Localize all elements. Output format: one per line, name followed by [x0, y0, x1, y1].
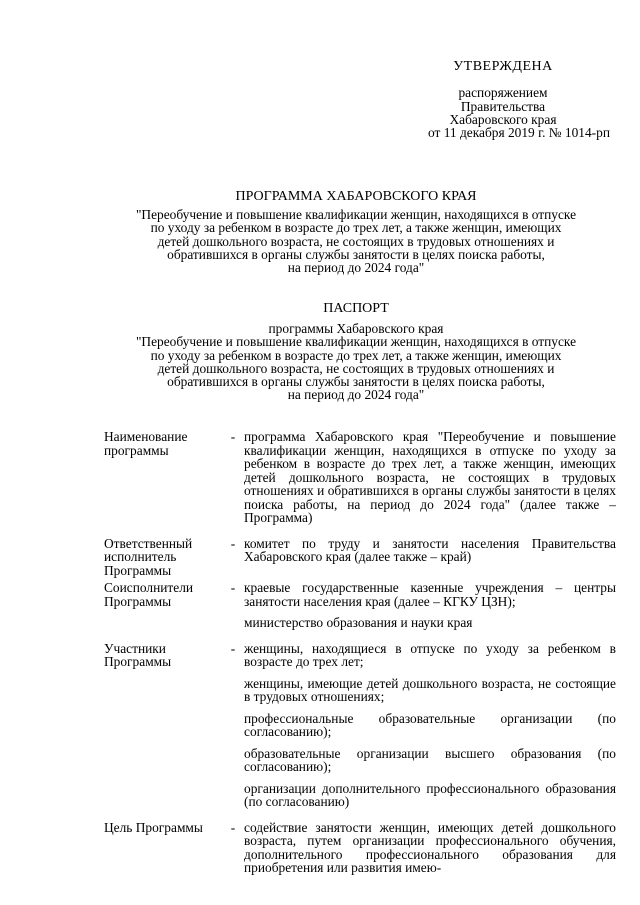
row-value-paragraph: организации дополнительного профессионального образования (по согласованию) [244, 780, 616, 809]
row-label: Соисполнители Программы [104, 580, 194, 609]
passport-row-participants [104, 642, 616, 821]
passport-subtitle-line: "Переобучение и повышение квалификации женщин, находящихся в отпуске [135, 334, 577, 350]
row-label: Участники Программы [104, 640, 172, 669]
passport-row-coexecutors [104, 581, 616, 642]
program-subtitle-line: по уходу за ребенком в возрасте до трех лет, а также женщин, имеющих [150, 220, 562, 236]
row-value-paragraph: женщины, имеющие детей дошкольного возраста, не состоящие в трудовых отношениях; [244, 675, 616, 704]
row-dash: - [230, 535, 236, 551]
approval-stamp [396, 59, 610, 140]
row-label: Цель Программы [104, 819, 203, 835]
passport-subtitle-line: по уходу за ребенком в возрасте до трех лет, а также женщин, имеющих [150, 347, 562, 363]
row-value-paragraph: министерство образования и науки края [244, 615, 473, 630]
approval-date: от 11 декабря 2019 г. № 1014-рп [427, 125, 610, 140]
passport-subtitle-line: на период до 2024 года" [287, 387, 425, 403]
row-label: Наименование программы [104, 429, 188, 458]
row-value-paragraph: комитет по труду и занятости населения Правительства Хабаровского края (далее также – край) [244, 535, 616, 564]
passport-table [104, 430, 616, 887]
passport-subtitle-line: детей дошкольного возраста, не состоящих в трудовых отношениях и [157, 360, 555, 376]
passport-row-goal [104, 821, 616, 887]
row-value-paragraph: профессиональные образовательные организации (по согласованию); [244, 710, 616, 739]
row-value-paragraph: содействие занятости женщин, имеющих детей дошкольного возраста, путем организации профессионального обучения, дополнительного профессионального образования для приобретения или развития имею- [244, 819, 616, 875]
row-value [244, 430, 616, 537]
approval-title: УТВЕРЖДЕНА [453, 59, 553, 74]
passport-subtitle-line: обратившихся в органы службы занятости в целях поиска работы, [167, 374, 545, 390]
passport-subtitle-line: программы Хабаровского края [268, 321, 444, 336]
row-value-paragraph: краевые государственные казенные учреждения – центры занятости населения края (далее – КГКУ ЦЗН); [244, 580, 616, 609]
program-subtitle-line: "Переобучение и повышение квалификации женщин, находящихся в отпуске [135, 207, 577, 222]
row-value [244, 537, 616, 582]
approval-line-1: распоряжением [458, 85, 548, 101]
row-label: Ответственный исполнитель Программы [104, 535, 193, 578]
row-dash: - [230, 819, 236, 835]
program-subtitle [96, 208, 616, 274]
program-subtitle-line: на период до 2024 года" [287, 260, 425, 276]
approval-line-3: Хабаровского края [449, 112, 557, 128]
program-title: ПРОГРАММА ХАБАРОВСКОГО КРАЯ [235, 189, 477, 204]
row-value [244, 821, 616, 887]
row-dash: - [230, 429, 236, 444]
program-subtitle-line: обратившихся в органы службы занятости в целях поиска работы, [167, 246, 545, 262]
passport-title: ПАСПОРТ [323, 301, 389, 316]
row-value [244, 642, 616, 821]
passport-subtitle [96, 322, 616, 402]
row-value-paragraph: образовательные организации высшего образования (по согласованию); [244, 745, 616, 774]
row-value-paragraph: программа Хабаровского края "Переобучение и повышение квалификации женщин, находящихся в отпуске по уходу за ребенком в возрасте до трех лет, а также женщин, имеющих детей дошкольного возраста, не состоящих в трудовых отношениях и обратившихся в органы службы занятости в целях поиска работы, на период до 2024 года" (далее также – Программа) [244, 429, 616, 525]
passport-row-name [104, 430, 616, 537]
approval-line-2: Правительства [460, 98, 546, 114]
row-value [244, 581, 616, 642]
row-dash: - [230, 580, 236, 595]
passport-row-executor [104, 537, 616, 582]
row-dash: - [230, 640, 236, 656]
row-value-paragraph: женщины, находящиеся в отпуске по уходу за ребенком в возрасте до трех лет; [244, 640, 616, 669]
program-subtitle-line: детей дошкольного возраста, не состоящих в трудовых отношениях и [157, 233, 555, 249]
